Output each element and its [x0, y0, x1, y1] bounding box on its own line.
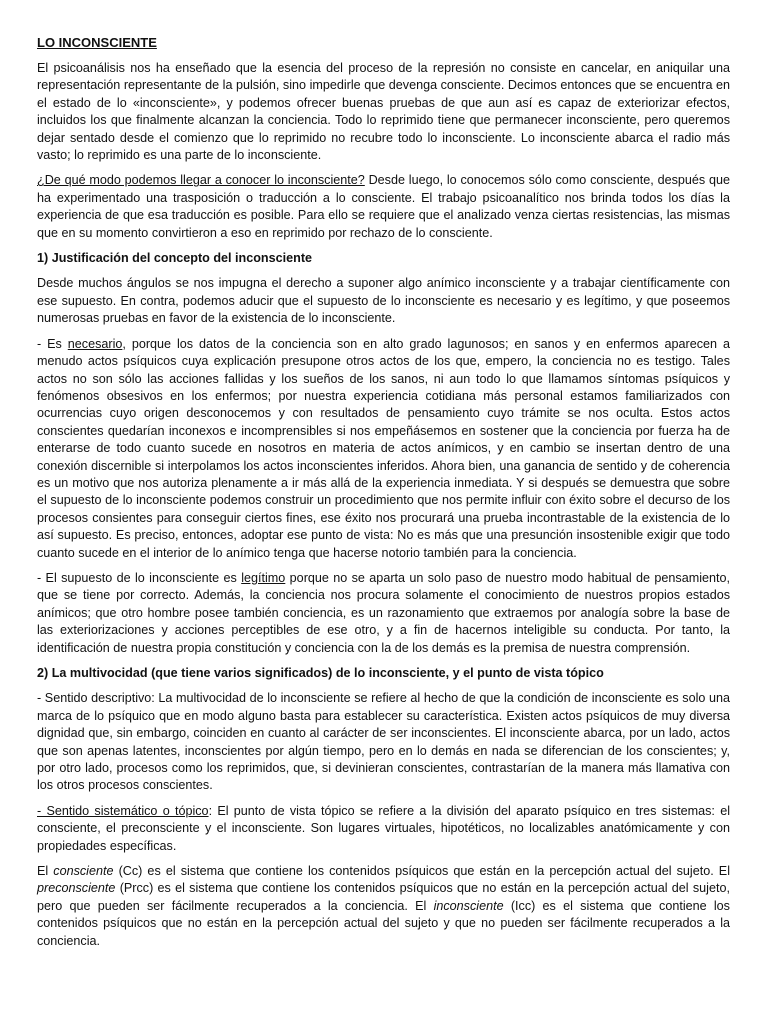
paragraph-necesario: - Es necesario, porque los datos de la conciencia son en alto grado lagunosos; en sanos y en enfermos aparecen a menudo actos psíquicos cuya explicación presupone otros actos de los que, empero, la conciencia no es testigo. Tales actos no son sólo las acciones fallidas y los sueños de los sanos, ni aun todo lo que llamamos síntomas psíquicos y fenómenos obsesivos en los enfermos; por nuestra experiencia cotidiana más personal estamos familiarizados con ocurrencias cuyo origen desconocemos y con resultados de pensamiento cuyo trámite se nos oculta. Estos actos conscientes quedarían inconexos e incomprensibles si nos empeñásemos en sostener que la conciencia por fuerza ha de enterarse de todo cuanto sucede en nosotros en materia de actos anímicos, y en cambio se insertan dentro de una conexión discernible si interpolamos los actos inconscientes inferidos. Ahora bien, una ganancia de sentido y de coherencia es un motivo que nos autoriza plenamente a ir más allá de la experiencia inmediata. Y si después se demuestra que sobre el supuesto de lo inconsciente podemos construir un procedimiento que nos permite influir con éxito sobre el decurso de los procesos consientes para conseguir ciertos fines, ese éxito nos procurará una prueba incontrastable de la existencia de lo así supuesto. Es preciso, entonces, adoptar ese punto de vista: No es más que una presunción insostenible exigir que todo cuanto sucede en el interior de lo anímico tenga que hacerse notorio también para la conciencia. — [37, 336, 730, 560]
question-underlined: ¿De qué modo podemos llegar a conocer lo inconsciente? — [37, 173, 365, 188]
section-1-heading: 1) Justificación del concepto del inconsciente — [37, 251, 313, 266]
term-preconsciente: preconsciente — [37, 881, 116, 896]
paragraph-topico: - Sentido sistemático o tópico: El punto de vista tópico se refiere a la división del aparato psíquico en tres sistemas: el consciente, el preconsciente y el inconsciente. Son lugares virtuales, hipotéticos, no localizables anatómicamente y con propiedades específicas. — [37, 803, 730, 853]
term-necesario: necesario — [67, 336, 123, 351]
term-legitimo: legítimo — [241, 570, 286, 585]
paragraph-represion: El psicoanálisis nos ha enseñado que la esencia del proceso de la represión no consiste en cancelar, en aniquilar una representación representante de la pulsión, sino impedirle que devenga consciente. Decimos entonces que se encuentra en el estado de lo «inconsciente», y podemos ofrecer buenas pruebas de que aun así es capaz de exteriorizar efectos, incluidos los que finalmente alcanzan la conciencia. Todo lo reprimido tiene que permanecer inconsciente, pero queremos dejar sentado desde el comienzo que lo reprimido no recubre todo lo inconsciente. Lo inconsciente abarca el radio más vasto; lo reprimido es una parte de lo inconsciente. — [37, 61, 730, 163]
term-inconsciente: inconsciente — [433, 898, 504, 913]
paragraph-descriptivo: - Sentido descriptivo: La multivocidad de lo inconsciente se refiere al hecho de que la condición de inconsciente es solo una marca de lo psíquico que en modo alguno basta para establecer su característica. Existen actos psíquicos de muy diversa dignidad que, sin embargo, coinciden en cuanto al carácter de ser inconscientes. El inconsciente abarca, por un lado, actos que son apenas latentes, inconscientes por algún tiempo, pero en lo demás en nada se diferencian de los conscientes; y, por otro lado, procesos como los reprimidos, que, si devinieran conscientes, contrastarían de la manera más llamativa con los otros procesos conscientes. — [37, 691, 730, 793]
term-topico: - Sentido sistemático o tópico — [37, 803, 209, 818]
paragraph-conocer: ¿De qué modo podemos llegar a conocer lo inconsciente? Desde luego, lo conocemos sólo como consciente, después que ha experimentado una trasposición o traducción a lo consciente. El trabajo psicoanalítico nos brinda todos los días la experiencia de que esa traducción es posible. Para ello se requiere que el analizado venza ciertas resistencias, las mismas que en su momento convirtieron a eso en reprimido por rechazo de lo consciente. — [37, 173, 730, 240]
paragraph-sistemas: El consciente (Cc) es el sistema que contiene los contenidos psíquicos que están en la percepción actual del sujeto. El preconsciente (Prcc) es el sistema que contiene los contenidos psíquicos que no están en la percepción actual del sujeto, pero que pueden ser fácilmente recuperados a la conciencia. El inconsciente (Icc) es el sistema que contiene los contenidos psíquicos que no están en la percepción actual del sujeto y que no pueden ser fácilmente recuperados a la conciencia. — [37, 864, 730, 948]
section-2-heading: 2) La multivocidad (que tiene varios significados) de lo inconsciente, y el punto de vista tópico — [37, 666, 604, 680]
term-consciente: consciente — [53, 864, 114, 879]
document-title: LO INCONSCIENTE — [37, 35, 157, 50]
paragraph-legitimo: - El supuesto de lo inconsciente es legítimo porque no se aparta un solo paso de nuestro modo habitual de pensamiento, que se tiene por correcto. Además, la conciencia nos procura solamente el conocimiento de nuestros propios estados anímicos; que otro hombre posee también conciencia, es un razonamiento que extraemos por analogía sobre la base de las exteriorizaciones y acciones perceptibles de ese otro, y a fin de hacernos inteligible su conducta. Por tanto, la identificación de nuestra propia constitución y conciencia con la de los demás es la premisa de nuestra comprensión. — [37, 570, 730, 655]
paragraph-impugna: Desde muchos ángulos se nos impugna el derecho a suponer algo anímico inconsciente y a trabajar científicamente con ese supuesto. En contra, podemos aducir que el supuesto de lo inconsciente es necesario y es legítimo, y que poseemos numerosas pruebas en favor de la existencia de lo inconsciente. — [37, 276, 730, 326]
